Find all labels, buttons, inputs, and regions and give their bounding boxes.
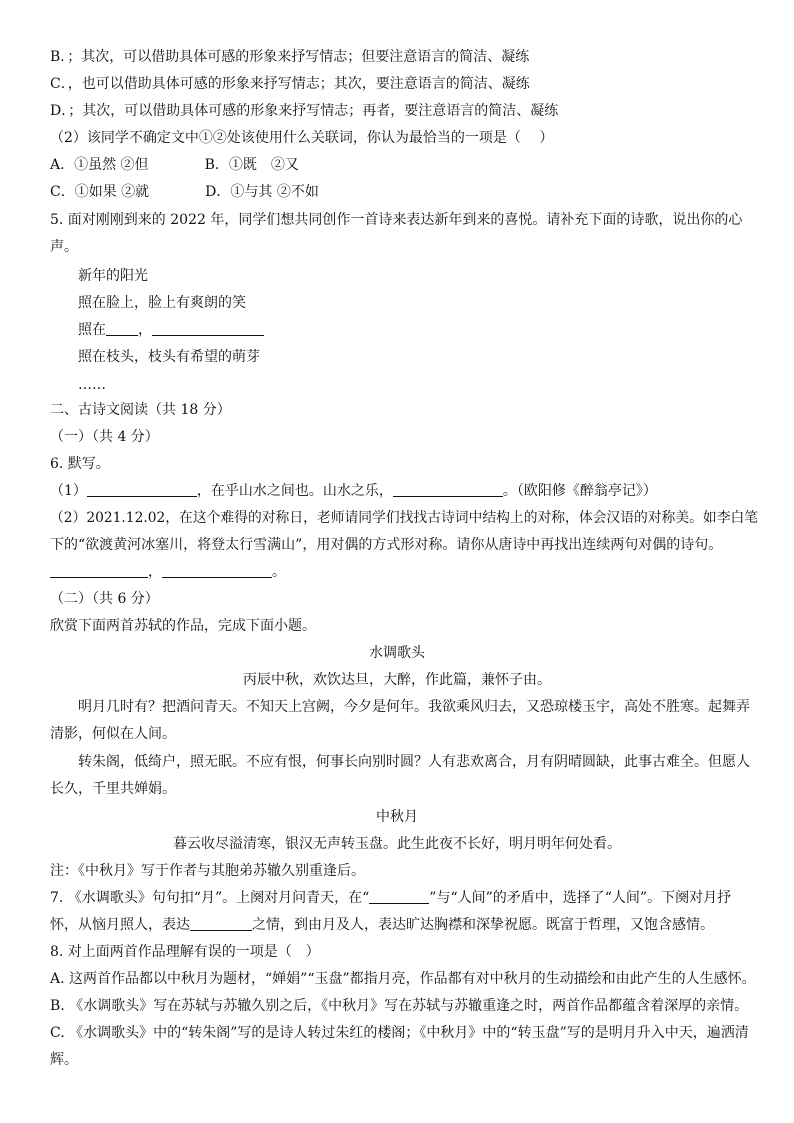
q1-option-c: C．，也可以借助具体可感的形象来抒写情志；其次，要注意语言的简洁、凝练 bbox=[50, 76, 530, 92]
q5-stem-line1: 5. 面对刚刚到来的 2022 年，同学们想共同创作一首诗来表达新年到来的喜悦。请补充下面的诗歌，说出你的心 bbox=[50, 212, 743, 228]
answer-blank[interactable] bbox=[393, 482, 503, 497]
q6-2-line2: 下的“欲渡黄河冰塞川，将登太行雪满山”，用对偶的方式形对称。请你从唐诗中再找出连续两句对偶的诗句。 bbox=[50, 537, 723, 553]
answer-blank[interactable] bbox=[369, 889, 429, 904]
q1-option-d: D．；其次，可以借助具体可感的形象来抒写情志；再者，要注意语言的简洁、凝练 bbox=[50, 103, 559, 119]
q1-option-b: B．；其次，可以借助具体可感的形象来抒写情志；但要注意语言的简洁、凝练 bbox=[50, 49, 530, 65]
subsection-2-title: （二）（共 6 分） bbox=[50, 591, 159, 607]
poem1-preface: 丙辰中秋，欢饮达旦，大醉，作此篇，兼怀子由。 bbox=[243, 672, 551, 688]
q4-2-option-a: A．①虽然 ②但 bbox=[50, 157, 149, 173]
poem1-p1-line2: 清影，何似在人间。 bbox=[50, 726, 176, 742]
q8-stem: 8. 对上面两首作品理解有误的一项是（ ） bbox=[50, 944, 320, 960]
q8-option-c-line1: C. 《水调歌头》中的“转朱阁”写的是诗人转过朱红的楼阁；《中秋月》中的“转玉盘”写的是明月升入中天，遍洒清 bbox=[50, 1025, 749, 1041]
poem-line-1: 新年的阳光 bbox=[78, 268, 148, 284]
q6-2-answer bbox=[50, 562, 286, 582]
answer-blank[interactable] bbox=[50, 563, 148, 578]
answer-blank[interactable] bbox=[162, 563, 272, 578]
q6-1-middle: ，在乎山水之间也。山水之乐， bbox=[196, 483, 393, 499]
poem2-title: 中秋月 bbox=[376, 809, 418, 825]
q7-line1-prefix: 7. 《水调歌头》句句扣“月”。上阕对月问青天，在“ bbox=[50, 890, 370, 906]
answer-blank[interactable] bbox=[152, 321, 264, 336]
q4-2-options-cd bbox=[50, 182, 319, 202]
q7-line2 bbox=[50, 915, 714, 935]
poem2-note: 注：《中秋月》写于作者与其胞弟苏辙久别重逢后。 bbox=[50, 863, 365, 879]
poem-line-5: …… bbox=[78, 377, 106, 393]
q4-2-stem: （2）该同学不确定文中①②处该使用什么关联词，你认为最恰当的一项是（ ） bbox=[50, 130, 554, 146]
answer-blank[interactable] bbox=[87, 482, 197, 497]
q5-stem-line2: 声。 bbox=[50, 239, 78, 255]
reading-intro: 欣赏下面两首苏轼的作品，完成下面小题。 bbox=[50, 618, 316, 634]
q8-option-c-line2: 辉。 bbox=[50, 1052, 78, 1068]
q8-option-b: B. 《水调歌头》写在苏轼与苏辙久别之后，《中秋月》写在苏轼与苏辙重逢之时，两首作品都蕴含着深厚的亲情。 bbox=[50, 998, 749, 1014]
answer-blank[interactable] bbox=[106, 321, 138, 336]
q4-2-option-d: D．①与其 ②不如 bbox=[205, 184, 319, 200]
q6-1-number: （1） bbox=[50, 483, 87, 499]
q7-line1-suffix: ”与“人间”的矛盾中，选择了“人间”。下阕对月抒 bbox=[429, 890, 732, 906]
q6-2-period: 。 bbox=[272, 564, 286, 580]
q6-2-comma: ， bbox=[148, 564, 162, 580]
q8-option-a: A. 这两首作品都以中秋月为题材，“婵娟”“玉盘”都指月亮，作品都有对中秋月的生动描绘和由此产生的人生感怀。 bbox=[50, 971, 756, 987]
q7-line2-prefix: 怀，从恼月照人，表达 bbox=[50, 917, 190, 933]
q7-line1 bbox=[50, 888, 731, 908]
poem1-title: 水调歌头 bbox=[369, 645, 425, 661]
poem1-p2-line2: 长久，千里共婵娟。 bbox=[50, 781, 176, 797]
subsection-1-title: （一）（共 4 分） bbox=[50, 429, 159, 445]
q4-2-option-b: B．①既 ②又 bbox=[204, 157, 299, 173]
q4-2-options-ab bbox=[50, 155, 299, 175]
poem1-p2-line1: 转朱阁，低绮户，照无眠。不应有恨，何事长向别时圆？人有悲欢离合，月有阴晴圆缺，此事古难全。但愿人 bbox=[78, 754, 750, 770]
q6-1-source: 。（欧阳修《醉翁亭记》） bbox=[502, 483, 657, 499]
poem1-p1-line1: 明月几时有？把酒问青天。不知天上宫阙，今夕是何年。我欲乘风归去，又恐琼楼玉宇，高处不胜寒。起舞弄 bbox=[78, 699, 750, 715]
poem-line-2: 照在脸上，脸上有爽朗的笑 bbox=[78, 295, 246, 311]
q4-2-option-c: C．①如果 ②就 bbox=[50, 184, 150, 200]
poem-line-3-comma: ， bbox=[138, 322, 152, 338]
q6-1 bbox=[50, 481, 657, 501]
q6-2-line1: （2）2021.12.02，在这个难得的对称日，老师请同学们找找古诗词中结构上的对称，体会汉语的对称美。如李白笔 bbox=[50, 510, 759, 526]
poem2-body: 暮云收尽溢清寒，银汉无声转玉盘。此生此夜不长好，明月明年何处看。 bbox=[173, 836, 621, 852]
poem-line-4: 照在枝头，枝头有希望的萌芽 bbox=[78, 349, 260, 365]
poem-line-3 bbox=[78, 320, 264, 340]
q7-line2-suffix: 之情，到由月及人，表达旷达胸襟和深挚祝愿。既富于哲理，又饱含感情。 bbox=[252, 917, 714, 933]
poem-line-3-prefix: 照在 bbox=[78, 322, 106, 338]
q6-stem: 6. 默写。 bbox=[50, 456, 110, 472]
answer-blank[interactable] bbox=[190, 916, 252, 931]
section-2-title: 二、古诗文阅读（共 18 分） bbox=[50, 402, 231, 418]
